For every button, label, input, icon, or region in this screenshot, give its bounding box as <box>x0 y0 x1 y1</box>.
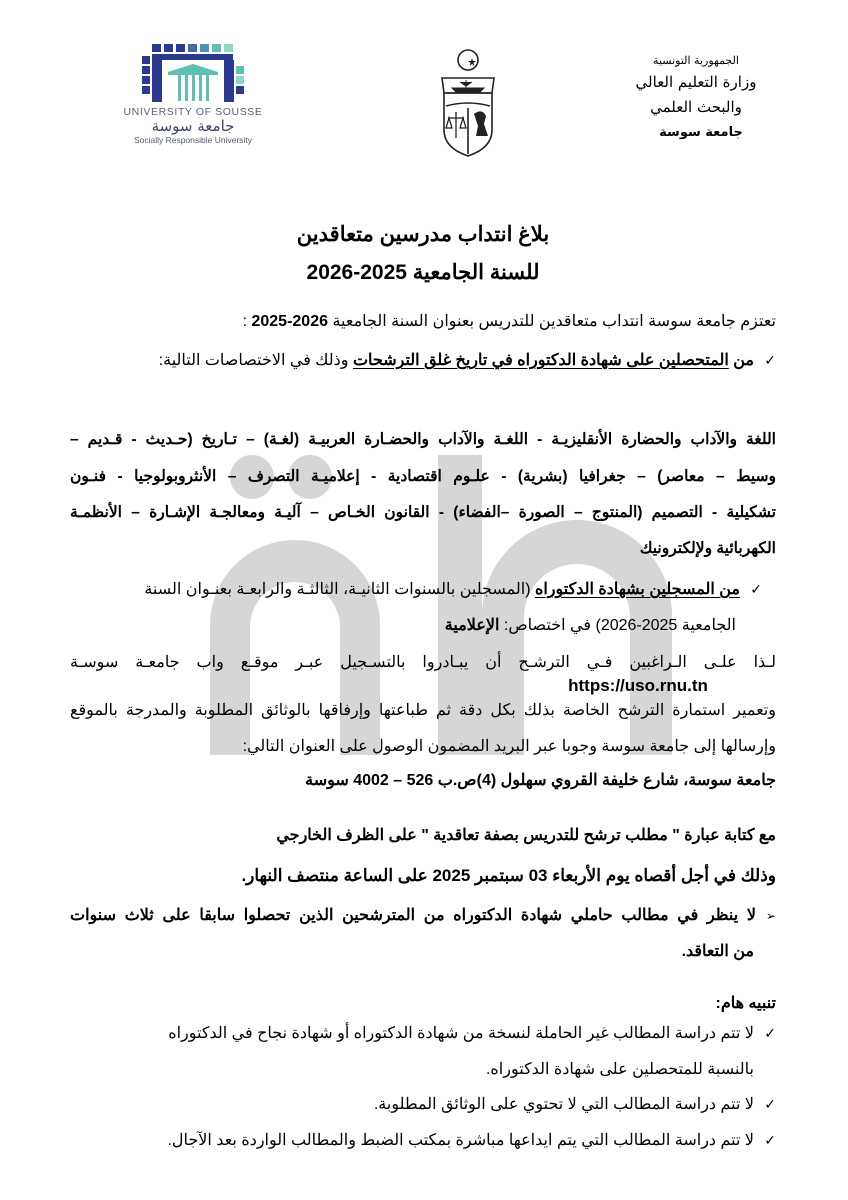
registration-line1: لـذا علـى الـراغبين فـي الترشـح أن يبـادروا بالتسـجيل عبـر موقـع واب جامعـة سوسـة <box>70 654 776 671</box>
intro-colon: : <box>242 313 248 330</box>
university-logo <box>118 44 268 145</box>
postal-address: جامعة سوسة، شارع خليفة القروي سهلول (4)ص.ب 526 – 4002 سوسة <box>305 772 776 789</box>
group1-rest: وذلك في الاختصاصات التالية: <box>158 352 349 369</box>
coat-of-arms-icon <box>432 48 504 158</box>
arrow-bullet-icon: ➢ <box>765 909 776 923</box>
notice-item-text: لا تتم دراسة المطالب التي لا تحتوي على الوثائق المطلوبة. <box>373 1096 754 1113</box>
university-name-ar: جامعة سوسة <box>151 117 235 135</box>
notice-item-continued: بالنسبة للمتحصلين على شهادة الدكتوراه. <box>485 1061 754 1078</box>
intro-year: 2025-2026 <box>251 313 328 330</box>
group2-line1 <box>70 579 776 599</box>
group2-paren: (المسجلين بالسنوات الثانيـة، الثالثـة والرابعـة بعنـوان السنة <box>144 581 531 598</box>
group1-condition: المتحصلين على شهادة الدكتوراه في تاريخ غلق الترشحات <box>352 352 729 369</box>
university-website-link[interactable]: https://uso.rnu.tn <box>568 676 708 695</box>
university-building-icon <box>138 44 248 102</box>
ministry-name-line1: وزارة التعليم العالي <box>635 73 757 91</box>
group2-field: الإعلامية <box>444 617 500 634</box>
notice-item-text: لا تتم دراسة المطالب التي يتم ايداعها مباشرة بمكتب الضبط والمطالب الواردة بعد الآجال. <box>167 1132 754 1149</box>
republic-name: الجمهورية التونسية <box>653 54 739 67</box>
checkmark-icon: ✓ <box>750 582 762 598</box>
checkmark-icon: ✓ <box>764 1133 776 1149</box>
group2-year: الجامعية 2025-2026) <box>595 617 736 634</box>
subtitle-text: للسنة الجامعية 2025-2026 <box>306 261 540 284</box>
deadline: وذلك في أجل أقصاه يوم الأربعاء 03 سبتمبر 2025 على الساعة منتصف النهار. <box>241 866 776 885</box>
issuing-university: جامعة سوسة <box>659 125 743 140</box>
exclusion-text: لا ينظر في مطالب حاملي شهادة الدكتوراه من المترشحين الذين تحصلوا سابقا على ثلاث سنوات <box>70 907 756 924</box>
page-title: بلاغ انتداب مدرسين متعاقدين <box>296 223 550 246</box>
notice-item <box>70 1130 776 1150</box>
group1-lead: من <box>733 352 754 369</box>
group2-lead: من المسجلين بشهادة الدكتوراه <box>534 581 740 598</box>
specialties-line: الكهربائية ولإلكترونيك <box>639 540 776 557</box>
group2-line2 <box>70 615 776 635</box>
exclusion-line1 <box>70 905 776 925</box>
checkmark-icon: ✓ <box>764 353 776 369</box>
notice-item <box>70 1094 776 1114</box>
checkmark-icon: ✓ <box>764 1026 776 1042</box>
intro-paragraph <box>70 311 776 331</box>
ministry-header <box>616 54 776 140</box>
notice-item-text: لا تتم دراسة المطالب غير الحاملة لنسخة من شهادة الدكتوراه أو شهادة نجاح في الدكتوراه <box>168 1025 754 1042</box>
exclusion-line2: من التعاقد. <box>681 943 754 960</box>
registration-line2: وتعمير استمارة الترشح الخاصة بذلك بكل دقة ثم طباعتها وإرفاقها بالوثائق المطلوبة والمدرجة بالموقع <box>70 702 776 719</box>
university-tagline: Socially Responsible University <box>133 135 253 145</box>
checkmark-icon: ✓ <box>764 1097 776 1113</box>
watermark-shape <box>210 540 380 755</box>
specialties-line: اللغة والآداب والحضارة الأنقليزيـة - اللغـة والآداب والحضـارة العربيـة (لغـة) – تـاريخ (حـديث - قـديم – <box>70 431 776 448</box>
specialties-line: تشكيلية - التصميم (المنتوج – الصورة –الفضاء) - القانون الخـاص – آليـة ومعالجـة الإشـارة – الأنظمـة <box>70 504 776 521</box>
intro-text: تعتزم جامعة سوسة انتداب متعاقدين للتدريس بعنوان السنة الجامعية <box>332 313 776 330</box>
notice-heading: تنبيه هام: <box>715 995 776 1012</box>
ministry-name-line2: والبحث العلمي <box>650 98 742 116</box>
notice-item <box>70 1023 776 1043</box>
registration-line3: وإرسالها إلى جامعة سوسة وجوبا عبر البريد المضمون الوصول على العنوان التالي: <box>242 738 776 755</box>
group1-criteria <box>70 350 776 370</box>
university-name-en: UNIVERSITY OF SOUSSE <box>123 106 263 118</box>
envelope-note: مع كتابة عبارة " مطلب ترشح للتدريس بصفة تعاقدية " على الظرف الخارجي <box>276 827 776 844</box>
page-subtitle <box>70 260 776 285</box>
specialties-line: وسيط – معاصر) – جغرافيا (بشرية) - علـوم اقتصادية - إعلاميـة التصرف – الأنثروبولوجيا - فنـون <box>70 468 776 485</box>
group2-field-label: في اختصاص: <box>503 617 592 634</box>
